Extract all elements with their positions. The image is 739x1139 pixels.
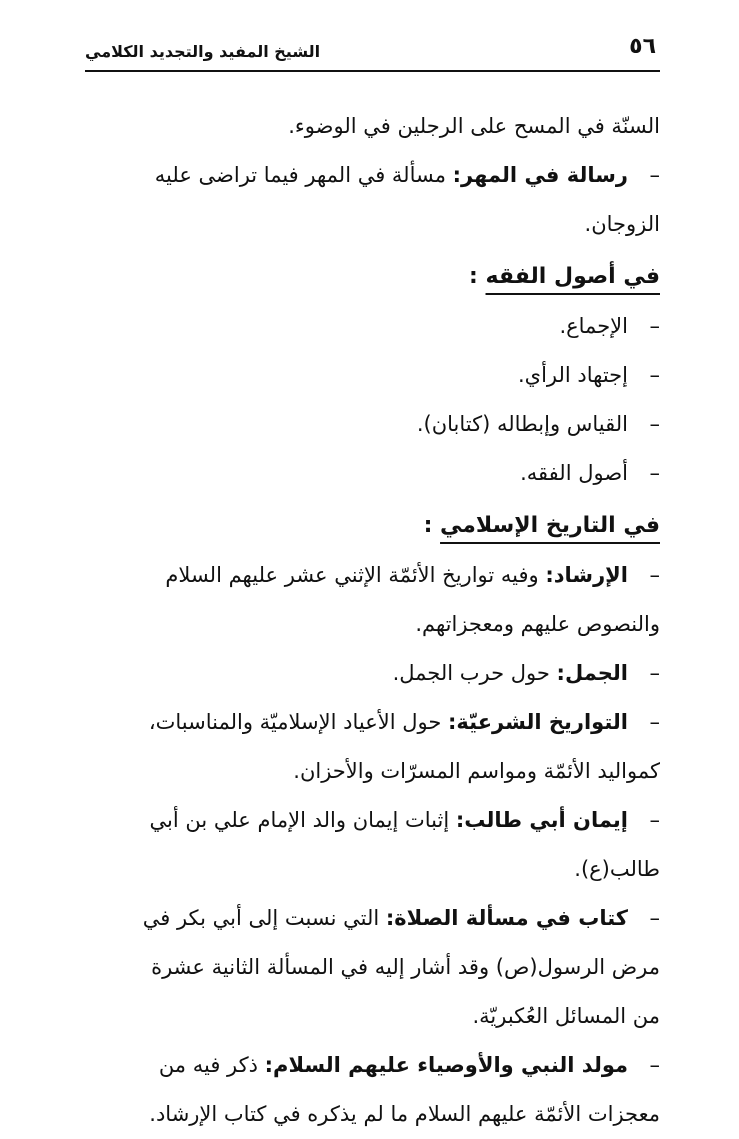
- tawarikh-continuation: [85, 747, 660, 796]
- running-title: الشيخ المفيد والتجديد الكلامي: [85, 42, 321, 61]
- irshad-desc: وفيه تواريخ الأئمّة الإثني عشر عليهم السلام: [165, 563, 546, 587]
- section-heading-history: [85, 500, 660, 551]
- iman-desc-cont: طالب(ع).: [574, 857, 660, 881]
- salat-desc-cont: مرض الرسول(ص) وقد أشار إليه في المسألة الثانية عشرة: [151, 955, 660, 979]
- salat-title: كتاب في مسألة الصلاة:: [385, 906, 628, 930]
- irshad-title: الإرشاد:: [545, 563, 628, 587]
- fiqh-heading-text: في أصول الفقه: [485, 264, 660, 289]
- list-dash: –: [649, 563, 660, 587]
- list-dash: –: [649, 314, 660, 338]
- list-dash: –: [649, 1053, 660, 1077]
- salat-desc-cont-2: من المسائل العُكبريّة.: [472, 1004, 660, 1028]
- mawlid-desc: ذكر فيه من: [158, 1053, 265, 1077]
- mahr-entry: [85, 151, 660, 200]
- list-item: [85, 351, 660, 400]
- page-body: [85, 102, 660, 1139]
- iman-continuation: [85, 845, 660, 894]
- history-heading-text: في التاريخ الإسلامي: [440, 513, 660, 538]
- irshad-continuation: [85, 600, 660, 649]
- list-dash: –: [649, 808, 660, 832]
- tawarikh-entry: [85, 698, 660, 747]
- mahr-desc-cont: الزوجان.: [584, 212, 660, 236]
- irshad-desc-cont: والنصوص عليهم ومعجزاتهم.: [415, 612, 660, 636]
- iman-desc: إثبات إيمان والد الإمام علي بن أبي: [149, 808, 456, 832]
- mawlid-desc-cont: معجزات الأئمّة عليهم السلام ما لم يذكره في كتاب الإرشاد.: [149, 1102, 660, 1126]
- fiqh-item-ijma: الإجماع.: [559, 314, 628, 338]
- tawarikh-desc: حول الأعياد الإسلاميّة والمناسبات،: [148, 710, 448, 734]
- jamal-desc: حول حرب الجمل.: [392, 661, 557, 685]
- irshad-entry: [85, 551, 660, 600]
- fiqh-item-ijtihad: إجتهاد الرأي.: [517, 363, 628, 387]
- mahr-continuation: [85, 200, 660, 249]
- fiqh-item-usul: أصول الفقه.: [520, 461, 628, 485]
- salat-continuation: [85, 943, 660, 992]
- fiqh-item-qiyas: القياس وإبطاله (كتابان).: [416, 412, 628, 436]
- section-heading-fiqh: [85, 251, 660, 302]
- mawlid-entry: [85, 1041, 660, 1090]
- list-item: [85, 449, 660, 498]
- salat-desc: التي نسبت إلى أبي بكر في: [142, 906, 386, 930]
- page-header: [85, 30, 660, 72]
- mahr-desc: مسألة في المهر فيما تراضى عليه: [154, 163, 453, 187]
- list-item: [85, 400, 660, 449]
- heading-colon: :: [423, 513, 433, 538]
- mawlid-title: مولد النبي والأوصياء عليهم السلام:: [264, 1053, 628, 1077]
- salat-entry: [85, 894, 660, 943]
- intro-text: السنّة في المسح على الرجلين في الوضوء.: [288, 114, 660, 138]
- jamal-title: الجمل:: [556, 661, 628, 685]
- iman-title: إيمان أبي طالب:: [455, 808, 628, 832]
- iman-entry: [85, 796, 660, 845]
- list-dash: –: [649, 163, 660, 187]
- mahr-title: رسالة في المهر:: [452, 163, 628, 187]
- list-dash: –: [649, 461, 660, 485]
- salat-continuation: [85, 992, 660, 1041]
- list-item: [85, 302, 660, 351]
- list-dash: –: [649, 661, 660, 685]
- list-dash: –: [649, 412, 660, 436]
- heading-colon: :: [469, 264, 478, 289]
- list-dash: –: [649, 710, 660, 734]
- mawlid-continuation: [85, 1090, 660, 1139]
- list-dash: –: [649, 906, 660, 930]
- intro-line: [85, 102, 660, 151]
- page-number: ٥٦: [629, 34, 656, 59]
- tawarikh-title: التواريخ الشرعيّة:: [447, 710, 628, 734]
- tawarikh-desc-cont: كمواليد الأئمّة ومواسم المسرّات والأحزان.: [293, 759, 660, 783]
- list-dash: –: [649, 363, 660, 387]
- jamal-entry: [85, 649, 660, 698]
